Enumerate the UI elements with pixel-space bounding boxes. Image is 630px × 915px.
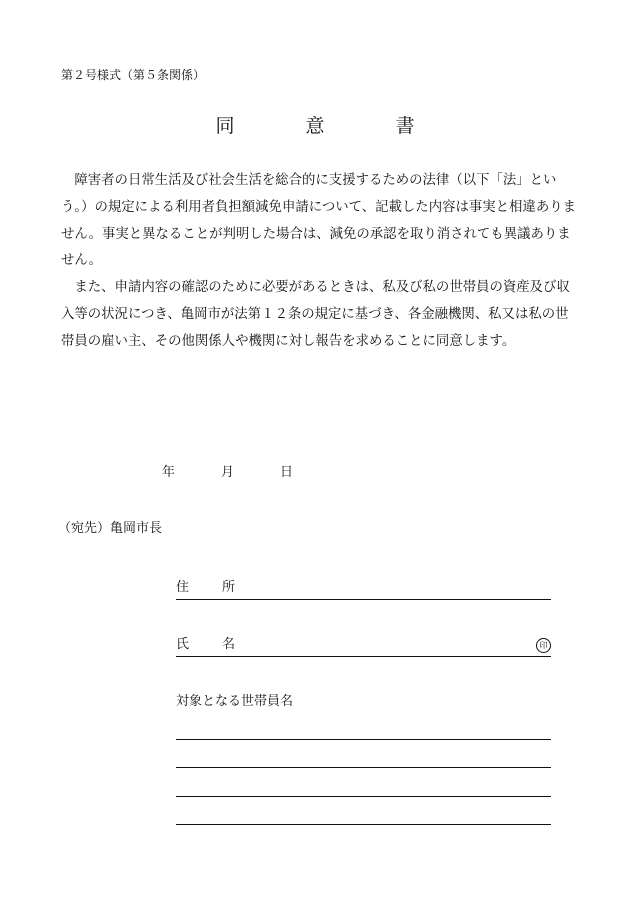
household-member-line[interactable] xyxy=(176,796,551,797)
name-field[interactable] xyxy=(176,636,551,657)
date-year-label: 年 xyxy=(162,465,176,480)
consent-paragraph: 障害者の日常生活及び社会生活を総合的に支援するための法律（以下「法」という。）の規定による利用者負担額減免申請について、記載した内容は事実と相違ありません。事実と異なることが判明した場合は、減免の承認を取り消されても異議ありません。 xyxy=(61,173,576,269)
consent-paragraph: また、申請内容の確認のために必要があるときは、私及び私の世帯員の資産及び収入等の状況につき、亀岡市が法第１２条の規定に基づき、各金融機関、私又は私の世帯員の雇い主、その他関係人や機関に対し報告を求めることに同意します。 xyxy=(61,280,570,349)
address-label-part: 住 xyxy=(176,580,190,595)
consent-body xyxy=(61,168,577,356)
address-field[interactable] xyxy=(176,579,551,600)
name-label-part: 氏 xyxy=(176,637,190,652)
household-member-line[interactable] xyxy=(176,739,551,740)
addressee: （宛先）亀岡市長 xyxy=(58,521,163,536)
form-number: 第２号様式（第５条関係） xyxy=(61,68,206,82)
household-member-line[interactable] xyxy=(176,767,551,768)
date-day-label: 日 xyxy=(280,465,294,480)
date-month-label: 月 xyxy=(221,465,235,480)
document-title: 同 意 書 xyxy=(215,115,441,137)
household-member-line[interactable] xyxy=(176,824,551,825)
seal-icon: 印 xyxy=(536,638,551,653)
address-label-part: 所 xyxy=(222,580,236,595)
name-label-part: 名 xyxy=(222,637,236,652)
household-members-label: 対象となる世帯員名 xyxy=(176,694,294,709)
